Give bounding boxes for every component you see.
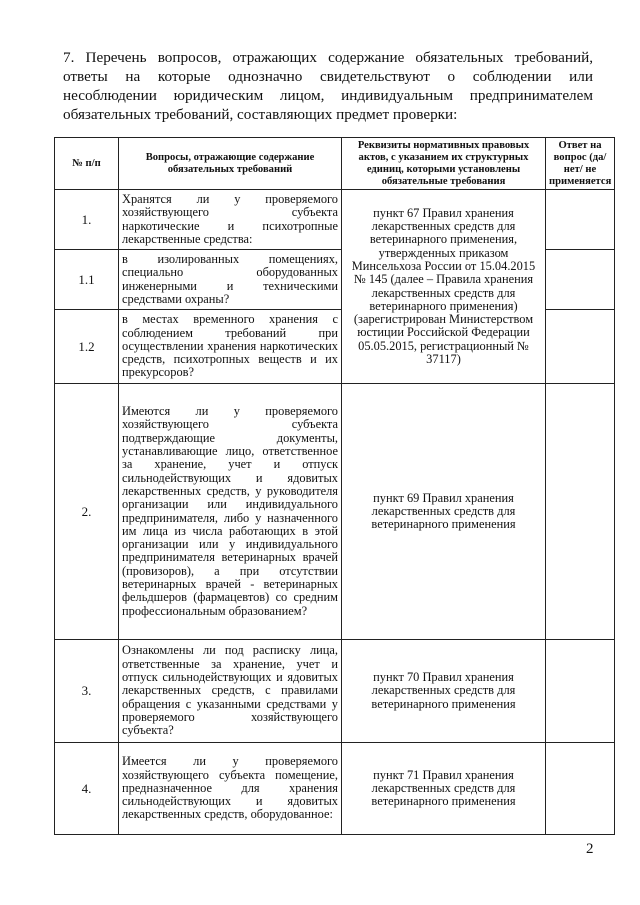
row-reference: пункт 70 Правил хранения лекарственных средств для ветеринарного применения [342,640,546,743]
row-question: Ознакомлены ли под расписку лица, ответственные за хранение, учет и отпуск сильнодействующих и ядовитых лекарственных средств, с правилами обращения с указанными средствами у проверяемого хозяйствующего субъекта? [119,640,342,743]
row-number: 4. [55,743,119,835]
answer-cell[interactable] [546,743,615,835]
requirements-table [54,137,615,835]
header-answer: Ответ на вопрос (да/нет/ не применяется [546,138,615,190]
row-question: в местах временного хранения с соблюдением требований при осуществлении хранения наркотических средств, психотропных веществ и их прекурсоров? [119,310,342,384]
table-row [55,190,615,250]
row-number: 1.2 [55,310,119,384]
table-row [55,384,615,640]
row-reference: пункт 71 Правил хранения лекарственных средств для ветеринарного применения [342,743,546,835]
header-question: Вопросы, отражающие содержание обязательных требований [119,138,342,190]
page-number: 2 [586,841,594,857]
answer-cell[interactable] [546,250,615,310]
row-question: в изолированных помещениях, специально оборудованных инженерными и техническими средствами охраны? [119,250,342,310]
answer-cell[interactable] [546,640,615,743]
answer-cell[interactable] [546,310,615,384]
row-question: Хранятся ли у проверяемого хозяйствующего субъекта наркотические и психотропные лекарственные средства: [119,190,342,250]
row-number: 3. [55,640,119,743]
table-row [55,640,615,743]
row-question: Имеется ли у проверяемого хозяйствующего субъекта помещение, предназначенное для хранения сильнодействующих и ядовитых лекарственных средств, оборудованное: [119,743,342,835]
row-number: 1. [55,190,119,250]
row-number: 1.1 [55,250,119,310]
row-number: 2. [55,384,119,640]
answer-cell[interactable] [546,384,615,640]
header-reference: Реквизиты нормативных правовых актов, с указанием их структурных единиц, которыми установлены обязательные требования [342,138,546,190]
row-question: Имеются ли у проверяемого хозяйствующего субъекта подтверждающие документы, устанавливающие лицо, ответственное за хранение, учет и отпуск сильнодействующих и ядовитых лекарственных средств, у руководителя организации или индивидуального предпринимателя, либо у назначенного им лица из числа работающих в этой организации или у индивидуального предпринимателя ветеринарных врачей (провизоров), а при отсутствии ветеринарных врачей - ветеринарных фельдшеров (фармацевтов) со средним профессиональным образованием? [119,384,342,640]
section-intro: 7. Перечень вопросов, отражающих содержание обязательных требований, ответы на которые однозначно свидетельствуют о соблюдении или несоблюдении юридическим лицом, индивидуальным предпринимателем обязательных требований, составляющих предмет проверки: [63,49,593,123]
row-reference: пункт 67 Правил хранения лекарственных средств для ветеринарного применения, утвержденных приказом Минсельхоза России от 15.04.2015 № 145 (далее – Правила хранения лекарственных средств для ветеринарного применения) (зарегистрирован Министерством юстиции Российской Федерации 05.05.2015, регистрационный № 37117) [342,190,546,384]
row-reference: пункт 69 Правил хранения лекарственных средств для ветеринарного применения [342,384,546,640]
header-num: № п/п [55,138,119,190]
table-row [55,743,615,835]
answer-cell[interactable] [546,190,615,250]
table-header-row [55,138,615,190]
